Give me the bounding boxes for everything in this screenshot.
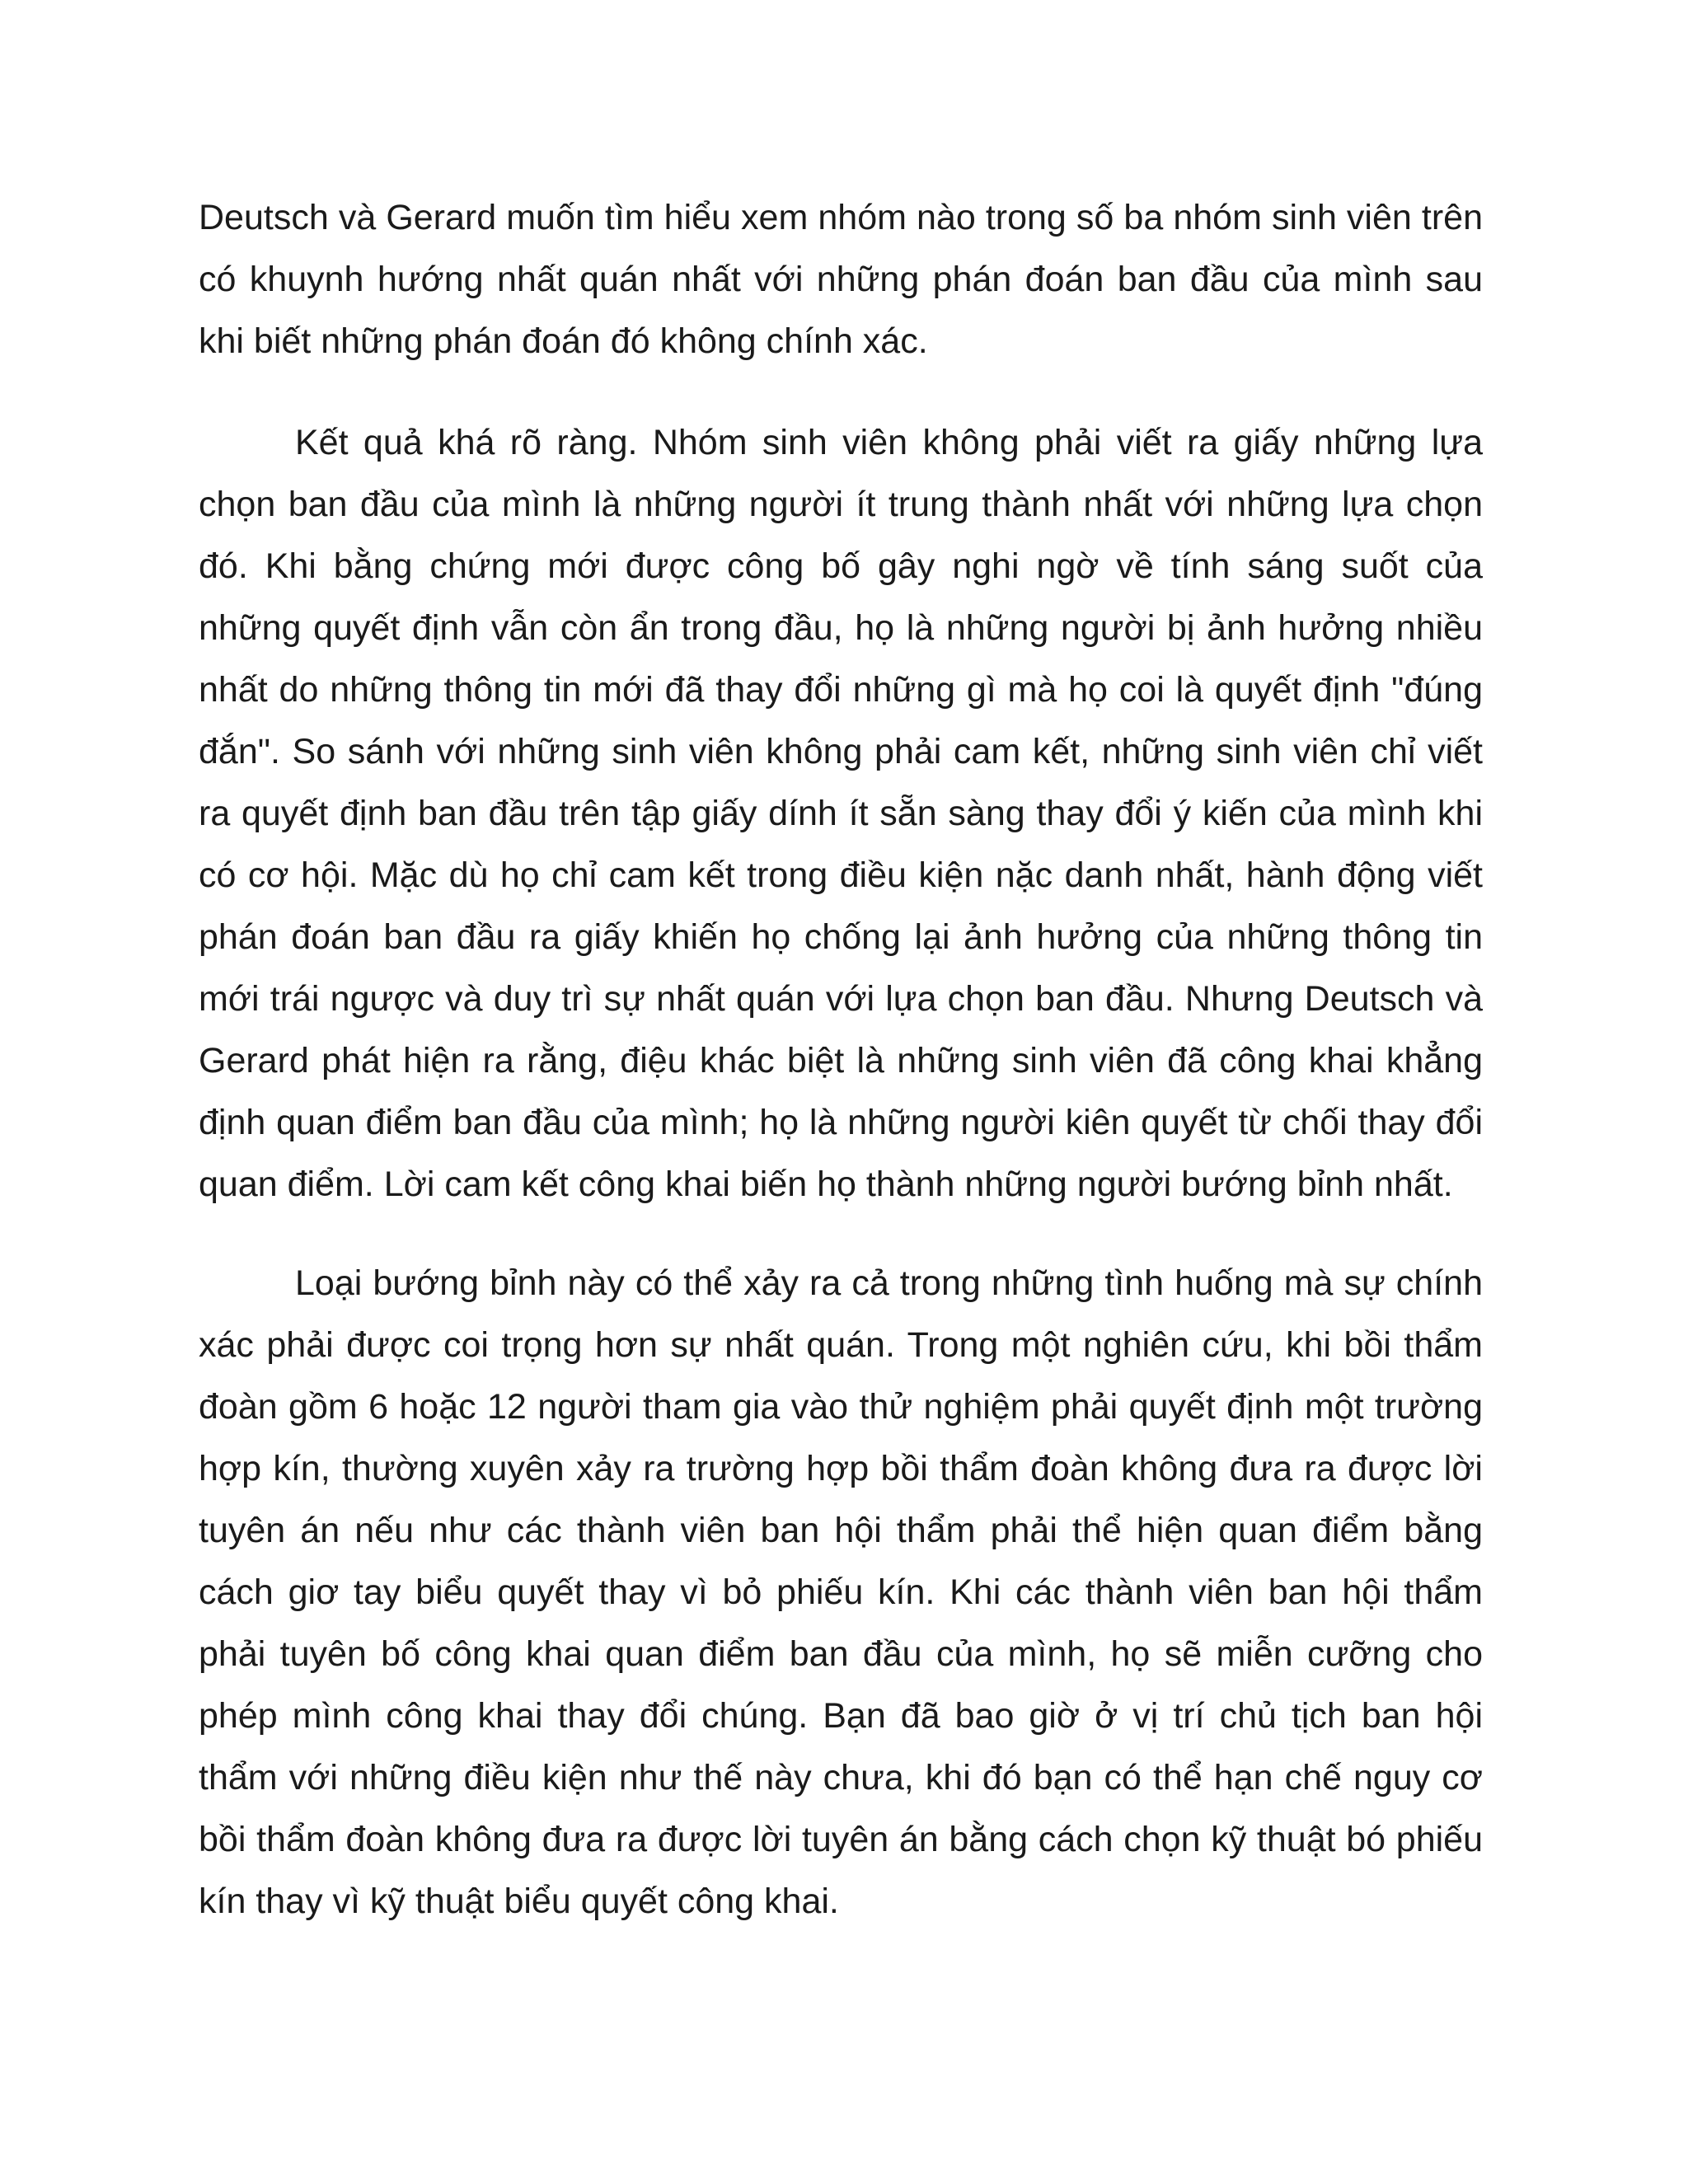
paragraph-2: Kết quả khá rõ ràng. Nhóm sinh viên không phải viết ra giấy những lựa chọn ban đầu của mình là những người ít trung thành nhất với những lựa chọn đó. Khi bằng chứng mới được công bố gây nghi ngờ về tính sáng suốt của những quyết định vẫn còn ẩn trong đầu, họ là những người bị ảnh hưởng nhiều nhất do những thông tin mới đã thay đổi những gì mà họ coi là quyết định "đúng đắn". So sánh với những sinh viên không phải cam kết, những sinh viên chỉ viết ra quyết định ban đầu trên tập giấy dính ít sẵn sàng thay đổi ý kiến của mình khi có cơ hội. Mặc dù họ chỉ cam kết trong điều kiện nặc danh nhất, hành động viết phán đoán ban đầu ra giấy khiến họ chống lại ảnh hưởng của những thông tin mới trái ngược và duy trì sự nhất quán với lựa chọn ban đầu. Nhưng Deutsch và Gerard phát hiện ra rằng, điệu khác biệt là những sinh viên đã công khai khẳng định quan điểm ban đầu của mình; họ là những người kiên quyết từ chối thay đổi quan điểm. Lời cam kết công khai biến họ thành những người bướng bỉnh nhất.: [199, 423, 1483, 1204]
paragraph-1: Deutsch và Gerard muốn tìm hiểu xem nhóm nào trong số ba nhóm sinh viên trên có khuynh hướng nhất quán nhất với những phán đoán ban đầu của mình sau khi biết những phán đoán đó không chính xác.: [199, 198, 1483, 361]
paragraph-3: Loại bướng bỉnh này có thể xảy ra cả trong những tình huống mà sự chính xác phải được coi trọng hơn sự nhất quán. Trong một nghiên cứu, khi bồi thẩm đoàn gồm 6 hoặc 12 người tham gia vào thử nghiệm phải quyết định một trường hợp kín, thường xuyên xảy ra trường hợp bồi thẩm đoàn không đưa ra được lời tuyên án nếu như các thành viên ban hội thẩm phải thể hiện quan điểm bằng cách giơ tay biểu quyết thay vì bỏ phiếu kín. Khi các thành viên ban hội thẩm phải tuyên bố công khai quan điểm ban đầu của mình, họ sẽ miễn cưỡng cho phép mình công khai thay đổi chúng. Bạn đã bao giờ ở vị trí chủ tịch ban hội thẩm với những điều kiện như thế này chưa, khi đó bạn có thể hạn chế nguy cơ bồi thẩm đoàn không đưa ra được lời tuyên án bằng cách chọn kỹ thuật bó phiếu kín thay vì kỹ thuật biểu quyết công khai.: [199, 1263, 1483, 1921]
